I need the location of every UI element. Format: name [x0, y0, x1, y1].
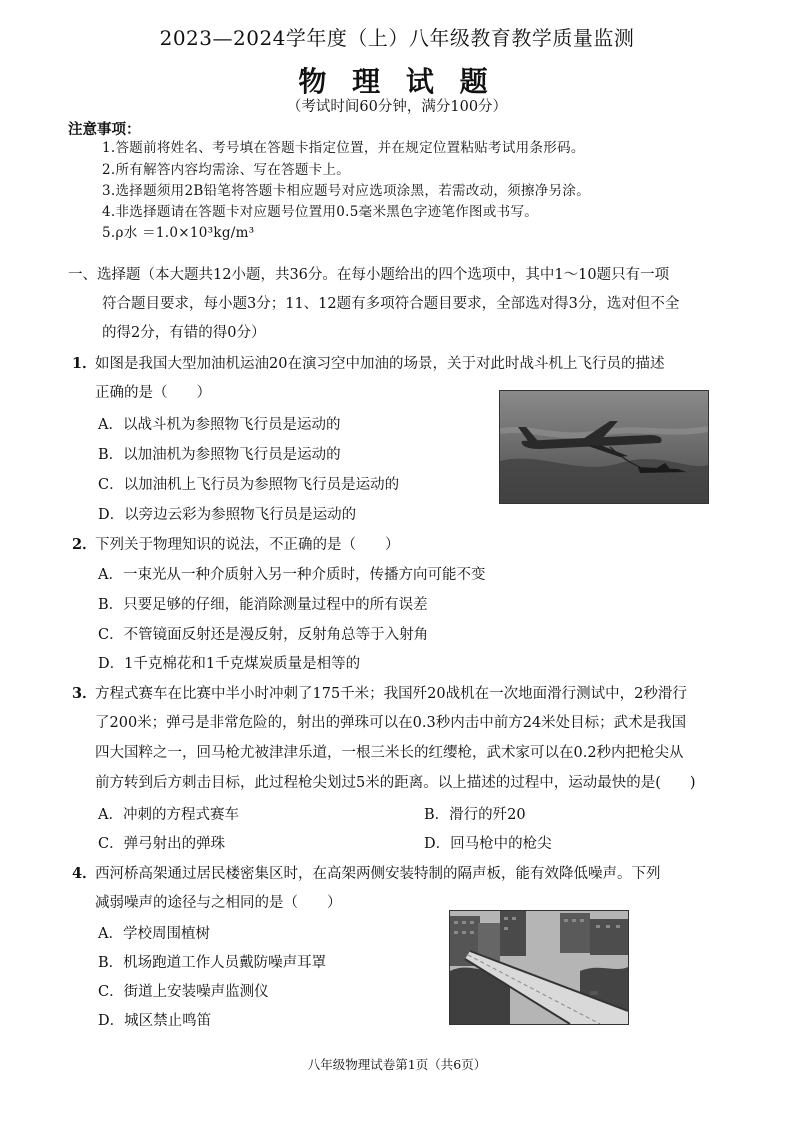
- exam-info: （考试时间60分钟，满分100分）: [286, 99, 508, 115]
- question-number: 3．: [72, 685, 97, 702]
- notice-item: 2.所有解答内容均需涂、写在答题卡上。: [102, 162, 351, 178]
- section-instruction-line: 的得2分，有错的得0分）: [102, 325, 266, 341]
- question-stem: 方程式赛车在比赛中半小时冲刺了175千米；我国歼20战机在一次地面滑行测试中，2秒滑行: [95, 686, 687, 702]
- question-stem: 减弱噪声的途径与之相同的是（ ）: [95, 895, 342, 911]
- option-b: B．滑行的歼20: [424, 807, 526, 823]
- question-stem: 西河桥高架通过居民楼密集区时，在高架两侧安装特制的隔声板，能有效降低噪声。下列: [95, 866, 661, 882]
- option-b: B．机场跑道工作人员戴防噪声耳罩: [98, 955, 327, 971]
- question-stem: 如图是我国大型加油机运油20在演习空中加油的场景，关于对此时战斗机上飞行员的描述: [95, 356, 665, 372]
- option-c: C．不管镜面反射还是漫反射，反射角总等于入射角: [98, 627, 429, 643]
- option-d: D．以旁边云彩为参照物飞行员是运动的: [98, 507, 357, 523]
- option-a: A．学校周围植树: [98, 926, 210, 942]
- notice-item: 5.ρ水 ＝1.0×10³kg/m³: [102, 225, 255, 241]
- option-d: D．1千克棉花和1千克煤炭质量是相等的: [98, 656, 361, 672]
- option-c: C．弹弓射出的弹珠: [98, 836, 226, 852]
- option-b: B．只要足够的仔细，能消除测量过程中的所有误差: [98, 597, 428, 613]
- question-stem: 下列关于物理知识的说法，不正确的是（ ）: [95, 537, 400, 553]
- option-c: C．街道上安装噪声监测仪: [98, 984, 269, 1000]
- option-a: A．一束光从一种介质射入另一种介质时，传播方向可能不变: [98, 567, 486, 583]
- elevated-highway-illustration: [450, 911, 628, 1024]
- section-instruction-line: 符合题目要求，每小题3分；11、12题有多项符合题目要求，全部选对得3分，选对但不全: [102, 296, 680, 312]
- option-a: A．以战斗机为参照物飞行员是运动的: [98, 417, 341, 433]
- option-d: D．回马枪中的枪尖: [424, 836, 552, 852]
- notice-item: 1.答题前将姓名、考号填在答题卡指定位置，并在规定位置粘贴考试用条形码。: [102, 140, 585, 156]
- exam-title: 2023—2024学年度（上）八年级教育教学质量监测: [159, 26, 635, 50]
- question-stem: 正确的是（ ）: [95, 385, 211, 401]
- question-number: 1．: [72, 355, 97, 372]
- page-footer: 八年级物理试卷第1页（共6页）: [307, 1057, 487, 1072]
- question-number: 2．: [72, 536, 97, 553]
- refueling-aircraft-illustration: [500, 391, 708, 503]
- section-instruction-line: 一、选择题（本大题共12小题，共36分。在每小题给出的四个选项中，其中1～10题只有一项: [68, 267, 670, 283]
- notice-heading: 注意事项：: [68, 122, 141, 138]
- notice-item: 3.选择题须用2B铅笔将答题卡相应题号对应选项涂黑，若需改动，须擦净另涂。: [102, 183, 590, 199]
- option-b: B．以加油机为参照物飞行员是运动的: [98, 447, 341, 463]
- notice-item: 4.非选择题请在答题卡对应题号位置用0.5毫米黑色字迹笔作图或书写。: [102, 204, 539, 220]
- subject-title: 物 理 试 题: [298, 65, 496, 98]
- elevated-highway-photo: [449, 910, 629, 1025]
- option-a: A．冲刺的方程式赛车: [98, 807, 239, 823]
- option-c: C．以加油机上飞行员为参照物飞行员是运动的: [98, 477, 400, 493]
- question-number: 4．: [72, 865, 97, 882]
- question-stem: 了200米；弹弓是非常危险的，射出的弹珠可以在0.3秒内击中前方24米处目标；武术是我国: [95, 715, 687, 731]
- question-stem: 前方转到后方刺击目标，此过程枪尖划过5米的距离。以上描述的过程中，运动最快的是( ): [95, 775, 696, 791]
- question-stem: 四大国粹之一，回马枪尤被津津乐道，一根三米长的红缨枪，武术家可以在0.2秒内把枪尖从: [95, 745, 684, 761]
- option-d: D．城区禁止鸣笛: [98, 1013, 212, 1029]
- refueling-aircraft-photo: [499, 390, 709, 504]
